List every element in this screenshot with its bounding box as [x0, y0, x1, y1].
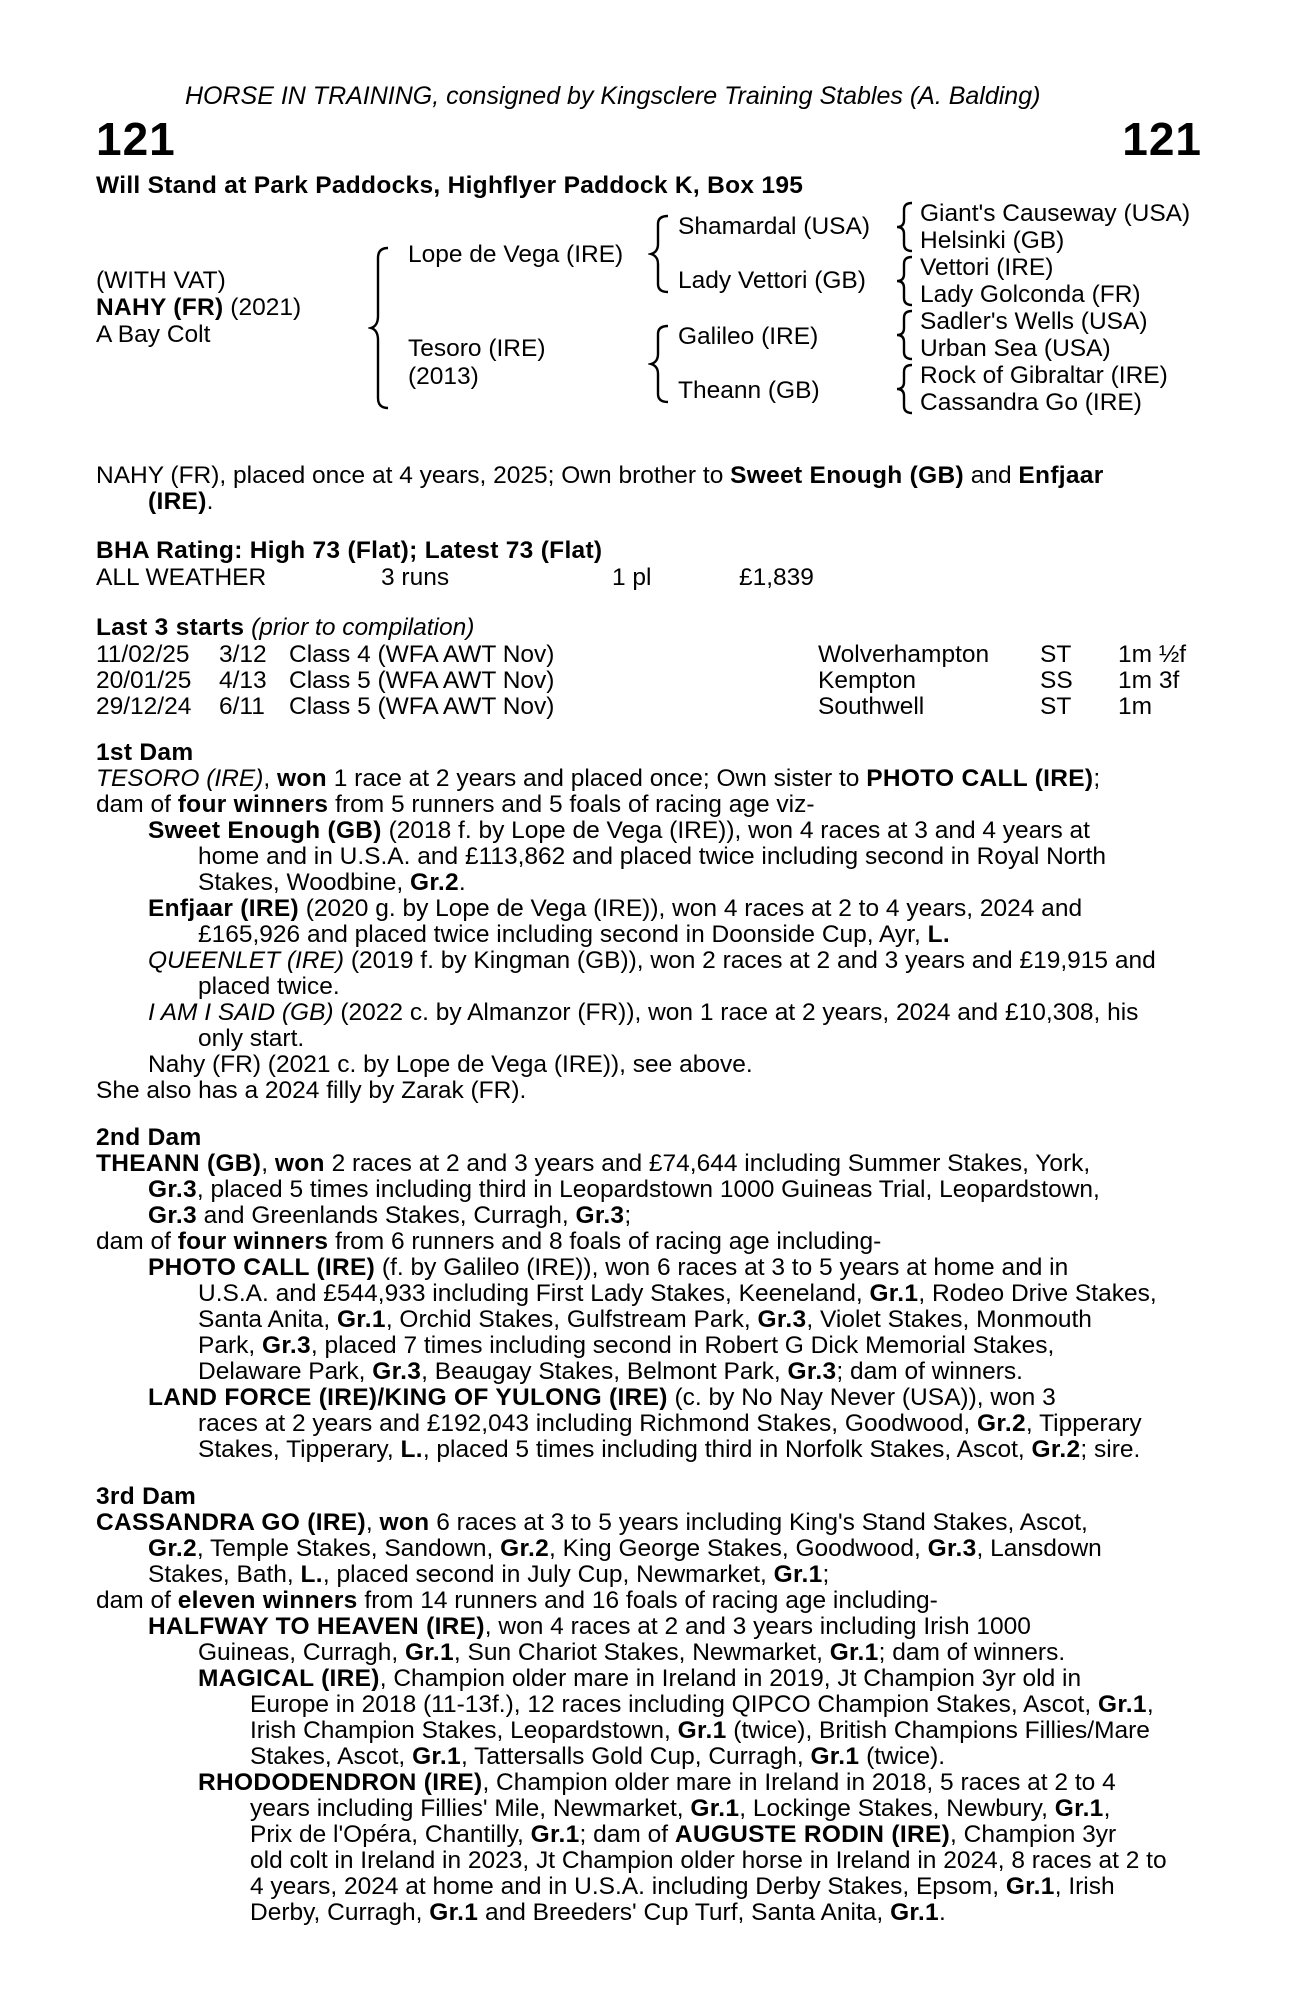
stabling-location: Will Stand at Park Paddocks, Highflyer Paddock K, Box 195 — [96, 172, 804, 199]
pedigree-brace-sd — [894, 254, 918, 308]
last-starts-title — [96, 615, 474, 641]
rating-runs: 3 runs — [381, 564, 450, 591]
text-run: Guineas, Curragh, — [198, 1639, 405, 1666]
pedigree-dd-sire: Rock of Gibraltar (IRE) — [920, 362, 1168, 389]
text-run: Gr.3 — [927, 1535, 977, 1562]
text-run: Stakes, Tipperary, — [198, 1436, 401, 1463]
text-run: dam of — [96, 791, 178, 818]
text-run: Enfjaar (IRE) — [148, 895, 299, 922]
text-run: Gr.3 — [757, 1306, 807, 1333]
text-run: Irish Champion Stakes, Leopardstown, — [250, 1717, 678, 1744]
text-run: Gr.3 — [148, 1176, 197, 1203]
text-run: , Lansdown — [976, 1535, 1102, 1562]
dam-line — [96, 1510, 1088, 1536]
section-title: 1st Dam — [96, 739, 194, 766]
dam-line — [250, 1744, 945, 1770]
dam-line — [198, 870, 466, 896]
text-run: RHODODENDRON (IRE) — [198, 1769, 483, 1796]
start-course: Wolverhampton — [818, 641, 990, 668]
text-run: and — [963, 462, 1019, 489]
text-run: Stakes, Ascot, — [250, 1743, 413, 1770]
text-run: Gr.1 — [412, 1743, 461, 1770]
text-run: Gr.2 — [1031, 1436, 1081, 1463]
text-run: Prix de l'Opéra, Chantilly, — [250, 1821, 531, 1848]
text-run: CASSANDRA GO (IRE) — [96, 1509, 366, 1536]
text-run: , Temple Stakes, Sandown, — [196, 1535, 501, 1562]
start-date: 20/01/25 — [96, 667, 192, 694]
text-run: HALFWAY TO HEAVEN (IRE) — [148, 1613, 485, 1640]
text-run: Gr.1 — [677, 1717, 727, 1744]
text-run: , King George Stakes, Goodwood, — [549, 1535, 928, 1562]
dam-line — [250, 1822, 1116, 1848]
pedigree-ss-dam: Helsinki (GB) — [920, 227, 1065, 254]
start-race: Class 4 (WFA AWT Nov) — [289, 641, 555, 668]
text-run: , Lockinge Stakes, Newbury, — [739, 1795, 1055, 1822]
text-run: Gr.3 — [575, 1202, 625, 1229]
start-course: Southwell — [818, 693, 925, 720]
dam-line — [96, 766, 1100, 792]
text-run: ; — [624, 1202, 632, 1229]
start-going: SS — [1040, 667, 1073, 694]
text-run: . — [206, 488, 214, 515]
dam-line — [250, 1900, 946, 1926]
pedigree-brace-main — [368, 244, 398, 414]
text-run: Gr.1 — [773, 1561, 823, 1588]
lot-number-left: 121 — [96, 113, 176, 165]
text-run: Gr.1 — [429, 1899, 479, 1926]
text-run: ; sire. — [1080, 1436, 1141, 1463]
pedigree-sire: Lope de Vega (IRE) — [408, 241, 624, 268]
text-run: , placed 5 times including third in Norfolk Stakes, Ascot, — [422, 1436, 1032, 1463]
pedigree-dam-dam: Theann (GB) — [678, 377, 820, 404]
start-going: ST — [1040, 641, 1072, 668]
pedigree-ss-sire: Giant's Causeway (USA) — [920, 200, 1191, 227]
pedigree-brace-ds — [894, 308, 918, 362]
text-run: , — [261, 1150, 275, 1177]
text-run: Gr.1 — [690, 1795, 740, 1822]
text-run: L. — [300, 1561, 323, 1588]
pedigree-ds-dam: Urban Sea (USA) — [920, 335, 1111, 362]
text-run: Sweet Enough (GB) — [148, 817, 382, 844]
text-run: Gr.2 — [500, 1535, 549, 1562]
text-run: ; — [822, 1561, 830, 1588]
text-run: Gr.1 — [810, 1743, 860, 1770]
dam-line — [198, 1281, 1157, 1307]
text-run: Gr.1 — [890, 1899, 939, 1926]
text-run: Sweet Enough (GB) — [730, 462, 964, 489]
text-run: four winners — [177, 1228, 329, 1255]
text-run: from 5 runners and 5 foals of racing age viz- — [328, 791, 815, 818]
dam-line — [96, 792, 815, 818]
text-run: dam of — [96, 1587, 178, 1614]
text-run: PHOTO CALL (IRE) — [866, 765, 1094, 792]
text-run: won — [277, 765, 327, 792]
dam-line — [148, 1562, 829, 1588]
text-run: Gr.1 — [869, 1280, 919, 1307]
dam-line — [250, 1718, 1150, 1744]
text-run: Gr.3 — [148, 1202, 197, 1229]
start-going: ST — [1040, 693, 1072, 720]
dam-line — [96, 1588, 938, 1614]
text-run: Gr.2 — [148, 1535, 197, 1562]
start-course: Kempton — [818, 667, 917, 694]
dam-line: old colt in Ireland in 2023, Jt Champion older horse in Ireland in 2024, 8 races at 2 to — [250, 1847, 1167, 1874]
text-run: U.S.A. and £544,933 including First Lady Stakes, Keeneland, — [198, 1280, 870, 1307]
text-run: ; — [1093, 765, 1101, 792]
text-run: PHOTO CALL (IRE) — [148, 1254, 376, 1281]
section-title: 3rd Dam — [96, 1483, 197, 1510]
text-run: , — [1146, 1691, 1154, 1718]
dam-line — [96, 1151, 1090, 1177]
rating-surface: ALL WEATHER — [96, 564, 267, 591]
text-run: ; dam of winners. — [836, 1358, 1023, 1385]
text-run: years including Fillies' Mile, Newmarket, — [250, 1795, 691, 1822]
text-run: , Orchid Stakes, Gulfstream Park, — [385, 1306, 758, 1333]
pedigree-sd-sire: Vettori (IRE) — [920, 254, 1054, 281]
text-run: Delaware Park, — [198, 1358, 373, 1385]
vat-label: (WITH VAT) — [96, 267, 226, 294]
text-run: (2018 f. by Lope de Vega (IRE)), won 4 races at 3 and 4 years at — [381, 817, 1090, 844]
text-run: , placed 5 times including third in Leopardstown 1000 Guineas Trial, Leopardstown, — [196, 1176, 1100, 1203]
text-run: , Champion older mare in Ireland in 2018, 5 races at 2 to 4 — [482, 1769, 1116, 1796]
text-run: 1 race at 2 years and placed once; Own sister to — [326, 765, 867, 792]
summary-line-2 — [148, 489, 213, 515]
text-run: , Sun Chariot Stakes, Newmarket, — [453, 1639, 830, 1666]
start-distance: 1m ½f — [1118, 641, 1187, 668]
text-run: MAGICAL (IRE) — [198, 1665, 380, 1692]
text-run: Gr.3 — [787, 1358, 837, 1385]
text-run: ; dam of winners. — [878, 1639, 1066, 1666]
start-race: Class 5 (WFA AWT Nov) — [289, 667, 555, 694]
text-run: and Greenlands Stakes, Curragh, — [196, 1202, 576, 1229]
dam-line — [198, 922, 950, 948]
text-run: (twice). — [859, 1743, 946, 1770]
text-run: Gr.2 — [977, 1410, 1026, 1437]
dam-line — [148, 1536, 1102, 1562]
text-run: , placed 7 times including second in Robert G Dick Memorial Stakes, — [310, 1332, 1055, 1359]
text-run: Gr.3 — [262, 1332, 311, 1359]
text-run: (prior to compilation) — [251, 614, 475, 641]
text-run: Derby, Curragh, — [250, 1899, 430, 1926]
text-run: Gr.1 — [1054, 1795, 1104, 1822]
dam-line — [148, 1000, 1138, 1026]
dam-line — [198, 1640, 1065, 1666]
text-run: four winners — [177, 791, 329, 818]
text-run: , — [263, 765, 278, 792]
pedigree-dam: Tesoro (IRE) — [408, 335, 546, 362]
dam-line — [148, 818, 1090, 844]
pedigree-dam-sire: Galileo (IRE) — [678, 323, 819, 350]
pedigree-sd-dam: Lady Golconda (FR) — [920, 281, 1141, 308]
text-run: won — [274, 1150, 325, 1177]
text-run: from 14 runners and 16 foals of racing age including- — [357, 1587, 938, 1614]
text-run: , Champion 3yr — [950, 1821, 1117, 1848]
start-race: Class 5 (WFA AWT Nov) — [289, 693, 555, 720]
start-date: 11/02/25 — [96, 641, 190, 668]
text-run: Gr.1 — [336, 1306, 386, 1333]
text-run: ; dam of — [579, 1821, 675, 1848]
text-run: Gr.3 — [372, 1358, 422, 1385]
dam-line: placed twice. — [198, 973, 340, 1000]
text-run: TESORO (IRE) — [96, 765, 264, 792]
dam-line — [148, 1177, 1100, 1203]
horse-name-line — [96, 295, 301, 321]
section-title: 2nd Dam — [96, 1124, 202, 1151]
text-run: , placed second in July Cup, Newmarket, — [322, 1561, 774, 1588]
text-run: Stakes, Bath, — [148, 1561, 301, 1588]
pedigree-brace-dd — [894, 362, 918, 416]
dam-line — [250, 1796, 1110, 1822]
text-run: Park, — [198, 1332, 262, 1359]
dam-line — [148, 1385, 1056, 1411]
text-run: , — [365, 1509, 380, 1536]
text-run: Gr.2 — [410, 869, 459, 896]
dam-line — [250, 1692, 1154, 1718]
dam-line — [198, 1437, 1140, 1463]
dam-line — [198, 1770, 1116, 1796]
dam-line — [148, 896, 1082, 922]
text-run: , Tattersalls Gold Cup, Curragh, — [460, 1743, 811, 1770]
text-run: from 6 runners and 8 foals of racing age including- — [328, 1228, 882, 1255]
text-run: Last 3 starts — [96, 614, 245, 641]
text-run: L. — [400, 1436, 423, 1463]
text-run: 4 years, 2024 at home and in U.S.A. including Derby Stakes, Epsom, — [250, 1873, 1006, 1900]
rating-placings: 1 pl — [612, 564, 652, 591]
dam-line — [148, 1614, 1031, 1640]
dam-line — [198, 1411, 1142, 1437]
dam-line — [198, 1333, 1054, 1359]
pedigree-sire-dam: Lady Vettori (GB) — [678, 267, 866, 294]
pedigree-dd-dam: Cassandra Go (IRE) — [920, 389, 1142, 416]
horse-year: (2021) — [230, 294, 302, 321]
text-run: , — [1103, 1795, 1111, 1822]
pedigree-ds-sire: Sadler's Wells (USA) — [920, 308, 1148, 335]
text-run: (twice), British Champions Fillies/Mare — [726, 1717, 1150, 1744]
dam-line — [198, 1666, 1081, 1692]
text-run: (c. by No Nay Never (USA)), won 3 — [667, 1384, 1056, 1411]
summary-line-1 — [96, 463, 1104, 489]
text-run: Gr.1 — [1005, 1873, 1055, 1900]
text-run: , Violet Stakes, Monmouth — [806, 1306, 1092, 1333]
text-run: won — [379, 1509, 430, 1536]
start-distance: 1m — [1118, 693, 1153, 720]
text-run: , won 4 races at 2 and 3 years including Irish 1000 — [484, 1613, 1031, 1640]
start-distance: 1m 3f — [1118, 667, 1180, 694]
text-run: Europe in 2018 (11-13f.), 12 races including QIPCO Champion Stakes, Ascot, — [250, 1691, 1098, 1718]
text-run: (2022 c. by Almanzor (FR)), won 1 race at 2 years, 2024 and £10,308, his — [333, 999, 1139, 1026]
dam-line: only start. — [198, 1025, 305, 1052]
dam-line: home and in U.S.A. and £113,862 and placed twice including second in Royal North — [198, 843, 1106, 870]
text-run: LAND FORCE (IRE)/KING OF YULONG (IRE) — [148, 1384, 668, 1411]
text-run: NAHY (FR), placed once at 4 years, 2025; Own brother to — [96, 462, 731, 489]
start-position: 6/11 — [219, 693, 265, 720]
text-run: dam of — [96, 1228, 178, 1255]
text-run: 2 races at 2 and 3 years and £74,644 including Summer Stakes, York, — [324, 1150, 1091, 1177]
text-run: eleven winners — [177, 1587, 358, 1614]
text-run: , Rodeo Drive Stakes, — [918, 1280, 1157, 1307]
pedigree-sire-sire: Shamardal (USA) — [678, 213, 870, 240]
pedigree-brace-ss — [894, 200, 918, 254]
text-run: Gr.1 — [405, 1639, 454, 1666]
text-run: , Irish — [1054, 1873, 1115, 1900]
text-run: . — [938, 1899, 946, 1926]
text-run: AUGUSTE RODIN (IRE) — [674, 1821, 951, 1848]
horse-description: A Bay Colt — [96, 321, 211, 348]
text-run: L. — [927, 921, 950, 948]
pedigree-brace-dam — [648, 322, 678, 406]
text-run: Enfjaar — [1018, 462, 1104, 489]
text-run: £165,926 and placed twice including second in Doonside Cup, Ayr, — [198, 921, 928, 948]
dam-line: She also has a 2024 filly by Zarak (FR). — [96, 1077, 527, 1104]
text-run: Stakes, Woodbine, — [198, 869, 411, 896]
text-run: Gr.1 — [530, 1821, 580, 1848]
rating-earnings: £1,839 — [739, 564, 814, 591]
text-run: , Tipperary — [1025, 1410, 1142, 1437]
horse-name: NAHY (FR) — [96, 294, 224, 321]
dam-line — [96, 1229, 881, 1255]
pedigree-brace-sire — [648, 212, 678, 296]
dam-line — [148, 1203, 631, 1229]
text-run: races at 2 years and £192,043 including Richmond Stakes, Goodwood, — [198, 1410, 978, 1437]
start-position: 4/13 — [219, 667, 267, 694]
text-run: 6 races at 3 to 5 years including King's Stand Stakes, Ascot, — [429, 1509, 1088, 1536]
start-position: 3/12 — [219, 641, 267, 668]
text-run: Gr.1 — [829, 1639, 879, 1666]
text-run: (2019 f. by Kingman (GB)), won 2 races at 2 and 3 years and £19,915 and — [344, 947, 1156, 974]
text-run: (2020 g. by Lope de Vega (IRE)), won 4 races at 2 to 4 years, 2024 and — [298, 895, 1083, 922]
dam-line — [148, 948, 1156, 974]
text-run: Santa Anita, — [198, 1306, 337, 1333]
lot-number-right: 121 — [1122, 113, 1202, 165]
dam-line — [198, 1307, 1092, 1333]
dam-line: Nahy (FR) (2021 c. by Lope de Vega (IRE)), see above. — [148, 1051, 753, 1078]
text-run: QUEENLET (IRE) — [148, 947, 345, 974]
text-run: , Beaugay Stakes, Belmont Park, — [421, 1358, 788, 1385]
text-run: THEANN (GB) — [96, 1150, 262, 1177]
text-run: (f. by Galileo (IRE)), won 6 races at 3 to 5 years at home and in — [375, 1254, 1069, 1281]
text-run: and Breeders' Cup Turf, Santa Anita, — [478, 1899, 891, 1926]
dam-line — [148, 1255, 1068, 1281]
text-run: (IRE) — [148, 488, 207, 515]
bha-rating-title: BHA Rating: High 73 (Flat); Latest 73 (Flat) — [96, 537, 603, 564]
pedigree-dam-year: (2013) — [408, 363, 479, 390]
text-run: , Champion older mare in Ireland in 2019, Jt Champion 3yr old in — [379, 1665, 1082, 1692]
text-run: . — [458, 869, 466, 896]
text-run: Gr.1 — [1097, 1691, 1147, 1718]
start-date: 29/12/24 — [96, 693, 192, 720]
dam-line — [250, 1874, 1115, 1900]
consignment-line: HORSE IN TRAINING, consigned by Kingsclere Training Stables (A. Balding) — [185, 82, 1041, 110]
dam-line — [198, 1359, 1023, 1385]
text-run: I AM I SAID (GB) — [148, 999, 334, 1026]
